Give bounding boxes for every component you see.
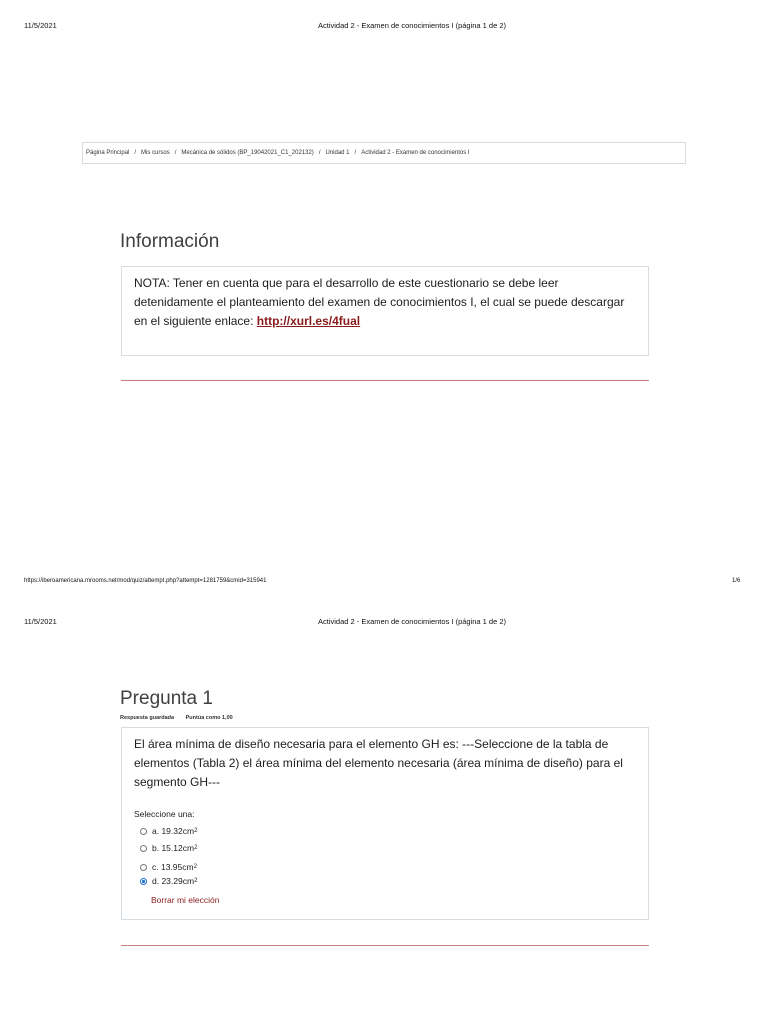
- option-d[interactable]: [140, 874, 197, 888]
- breadcrumb-home[interactable]: Página Principal: [86, 150, 130, 156]
- radio-selected-icon[interactable]: [140, 878, 147, 885]
- section-divider: [121, 380, 649, 381]
- breadcrumb-course[interactable]: Mecánica de sólidos (BP_19042021_C1_202132): [181, 150, 314, 156]
- breadcrumb-my-courses[interactable]: Mis cursos: [141, 150, 170, 156]
- radio-icon[interactable]: [140, 864, 147, 871]
- question-text: El área mínima de diseño necesaria para el elemento GH es: ---Seleccione de la tabla de elementos (Tabla 2) el área mínima del elemento necesaria (área mínima de diseño) para el segmento GH---: [134, 737, 623, 789]
- option-unit-exp: 2: [193, 864, 197, 870]
- nota-paragraph: [122, 267, 648, 331]
- breadcrumb-separator: /: [174, 150, 177, 156]
- breadcrumb: [82, 142, 686, 164]
- print-date: 11/5/2021: [24, 617, 57, 626]
- breadcrumb-separator: /: [354, 150, 357, 156]
- radio-icon[interactable]: [140, 845, 147, 852]
- breadcrumb-separator: /: [134, 150, 137, 156]
- option-unit: cm: [182, 876, 195, 886]
- breadcrumb-activity[interactable]: Actividad 2 - Examen de conocimientos I: [361, 150, 470, 156]
- option-label: d. 23.29: [152, 876, 183, 886]
- footer-page-number: 1/6: [732, 578, 741, 584]
- question-box: [121, 727, 649, 920]
- option-unit-exp: 2: [194, 828, 198, 834]
- option-unit-exp: 2: [194, 845, 198, 851]
- download-link[interactable]: http://xurl.es/4fual: [256, 314, 361, 328]
- breadcrumb-separator: /: [318, 150, 321, 156]
- radio-icon[interactable]: [140, 828, 147, 835]
- points-text: Puntúa como 1,00: [185, 715, 233, 721]
- info-title: Información: [120, 231, 220, 252]
- option-label: a. 19.32: [152, 826, 183, 836]
- options-list: [140, 824, 197, 888]
- option-unit: cm: [182, 843, 195, 853]
- breadcrumb-unit[interactable]: Unidad 1: [325, 150, 350, 156]
- question-meta: [120, 715, 243, 721]
- footer-url: https://iberoamericana.mrooms.net/mod/quiz/attempt.php?attempt=1281759&cmid=315941: [24, 578, 267, 584]
- section-divider: [121, 945, 649, 946]
- info-box: [121, 266, 649, 356]
- print-title: Actividad 2 - Examen de conocimientos I (página 1 de 2): [318, 21, 507, 30]
- option-label: c. 13.95: [152, 862, 183, 872]
- question-title: Pregunta 1: [120, 688, 213, 709]
- clear-choice-link[interactable]: Borrar mi elección: [151, 895, 220, 905]
- option-a[interactable]: [140, 824, 197, 838]
- status-text: Respuesta guardada: [120, 715, 175, 721]
- print-title: Actividad 2 - Examen de conocimientos I (página 1 de 2): [318, 617, 507, 626]
- select-label: Seleccione una:: [134, 809, 195, 819]
- option-unit-exp: 2: [194, 878, 198, 884]
- option-b[interactable]: [140, 841, 197, 855]
- nota-text: NOTA: Tener en cuenta que para el desarrollo de este cuestionario se debe leer detenidamente el planteamiento del examen de conocimientos I, el cual se puede descargar en el siguiente enlace:: [134, 276, 625, 328]
- option-label: b. 15.12: [152, 843, 183, 853]
- option-unit: cm: [182, 862, 194, 872]
- print-date: 11/5/2021: [24, 21, 57, 30]
- option-unit: cm: [182, 826, 195, 836]
- option-c[interactable]: [140, 860, 197, 874]
